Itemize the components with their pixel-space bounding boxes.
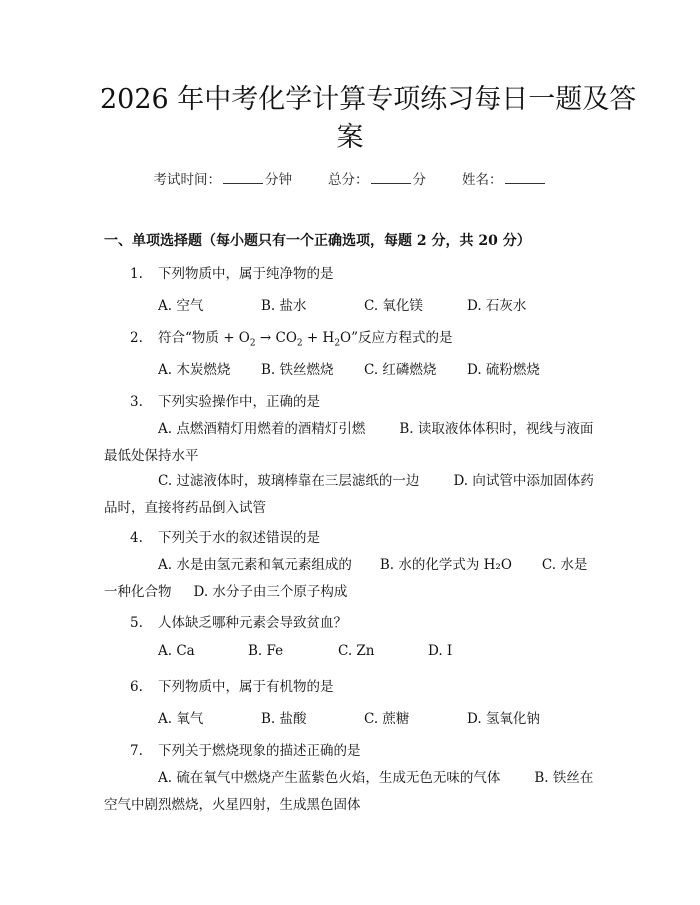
question-5	[130, 611, 347, 631]
option-b: B. 水的化学式为 H₂O	[379, 557, 512, 573]
option-d: D. I	[428, 643, 453, 659]
question-stem: 符合“物质 + $O_2 \to CO_2 + H_2O$”反应方程式的是	[158, 330, 453, 349]
score-label: 总分：	[328, 172, 369, 188]
question-6	[130, 675, 334, 695]
question-5-options	[158, 643, 518, 659]
option-a: A. 点燃酒精灯用燃着的酒精灯引燃	[158, 421, 366, 437]
option-c: C. 蔗糖	[364, 711, 410, 727]
question-number: 5.	[130, 615, 143, 631]
option-b: B. 铁丝在空气中剧烈燃烧，火星四射，生成黑色固体	[104, 770, 594, 813]
option-d: D. 氢氧化钠	[467, 711, 540, 727]
question-number: 6.	[130, 679, 143, 695]
question-1-options	[158, 294, 570, 314]
option-d: D. 水分子由三个原子构成	[193, 584, 348, 600]
name-label: 姓名：	[462, 172, 503, 188]
option-b: B. 盐水	[261, 298, 307, 314]
time-blank	[223, 170, 263, 184]
exam-score	[328, 168, 426, 188]
question-7	[130, 739, 361, 759]
question-number: 1.	[130, 266, 143, 282]
question-stem: 下列物质中，属于纯净物的是	[158, 266, 334, 282]
question-number: 7.	[130, 743, 143, 759]
question-6-options	[158, 707, 570, 727]
question-stem: 下列关于水的叙述错误的是	[158, 530, 320, 546]
exam-name	[462, 168, 547, 188]
option-c: C. 过滤液体时，玻璃棒靠在三层滤纸的一边	[158, 473, 420, 489]
option-a: A. 硫在氧气中燃烧产生蓝紫色火焰，生成无色无味的气体	[158, 770, 501, 786]
exam-meta	[0, 168, 700, 188]
score-blank	[371, 170, 411, 184]
option-a: A. Ca	[158, 643, 195, 659]
question-3	[130, 390, 320, 410]
question-stem: 下列实验操作中，正确的是	[158, 394, 320, 410]
question-1	[130, 262, 334, 282]
option-a: A. 氧气	[158, 711, 204, 727]
question-number: 3.	[130, 394, 143, 410]
option-d: D. 硫粉燃烧	[467, 362, 540, 378]
time-label: 考试时间：	[153, 172, 221, 188]
section-title: 一、单项选择题（每小题只有一个正确选项，每题 2 分，共 20 分）	[104, 233, 531, 249]
option-a: A. 水是由氢元素和氧元素组成的	[158, 557, 352, 573]
time-unit: 分钟	[265, 172, 292, 188]
option-b: B. Fe	[248, 643, 284, 659]
option-c: C. 红磷燃烧	[364, 362, 437, 378]
option-a: A. 空气	[158, 298, 204, 314]
option-b: B. 读取液体体积时，视线与液面最低处保持水平	[104, 421, 594, 464]
option-c: C. 水是一种化合物	[104, 557, 588, 600]
question-stem: 人体缺乏哪种元素会导致贫血？	[158, 615, 347, 631]
question-3-options-cd	[104, 468, 594, 522]
question-7-options	[104, 765, 594, 819]
question-2-options	[158, 358, 570, 378]
question-stem: 下列物质中，属于有机物的是	[158, 679, 334, 695]
name-blank	[505, 170, 545, 184]
option-c: C. Zn	[338, 643, 375, 659]
option-b: B. 铁丝燃烧	[261, 362, 334, 378]
option-a: A. 木炭燃烧	[158, 362, 231, 378]
question-number: 2.	[130, 330, 143, 346]
score-unit: 分	[412, 172, 426, 188]
option-b: B. 盐酸	[261, 711, 307, 727]
question-stem: 下列关于燃烧现象的描述正确的是	[158, 743, 361, 759]
question-4	[130, 526, 320, 546]
question-4-options	[104, 552, 594, 606]
option-c: C. 氧化镁	[364, 298, 423, 314]
exam-time	[154, 168, 293, 188]
question-number: 4.	[130, 530, 143, 546]
question-3-options-ab	[104, 416, 594, 470]
option-d: D. 向试管中添加固体药品时，直接将药品倒入试管	[104, 473, 594, 516]
question-2	[130, 326, 453, 349]
option-d: D. 石灰水	[467, 298, 527, 314]
page-title-line2: 案	[336, 122, 364, 153]
page-title-line1: 2026 年中考化学计算专项练习每日一题及答	[100, 84, 637, 115]
